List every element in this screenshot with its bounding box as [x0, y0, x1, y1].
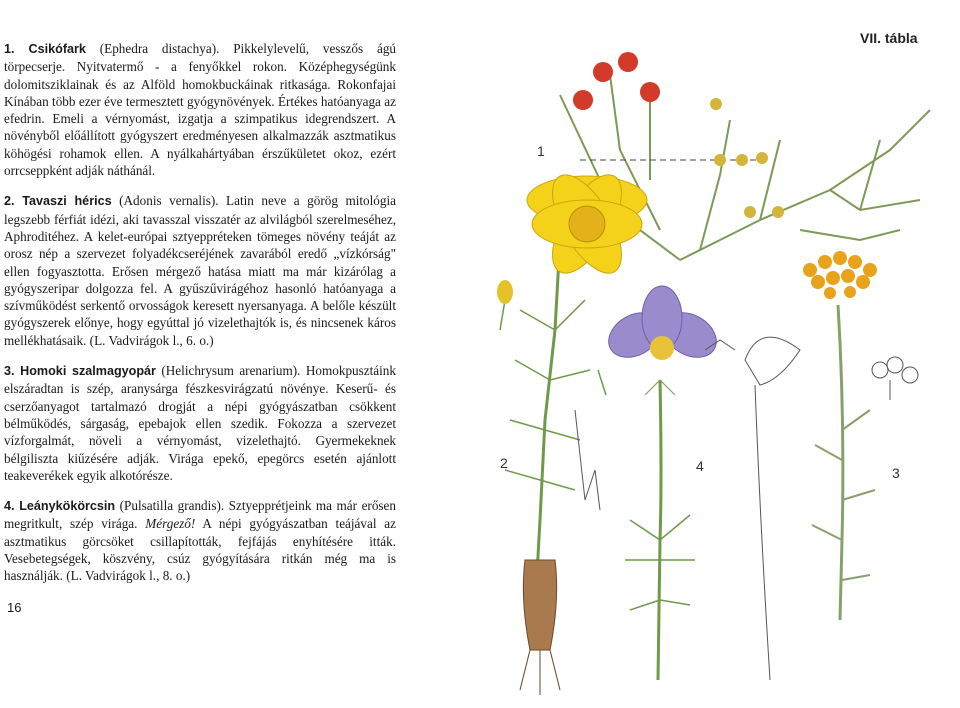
figure-label-1: 1 [537, 143, 545, 159]
entry-ephedra [4, 40, 396, 179]
ephedra-flowers [710, 98, 784, 218]
adonis-illustration [497, 164, 647, 695]
page-number: 16 [7, 600, 22, 615]
pulsatilla-illustration [601, 286, 724, 680]
entry-heading: 4. Leánykökörcsin [4, 499, 116, 514]
plate-title: VII. tábla [860, 30, 918, 46]
entry-adonis [4, 192, 396, 349]
entry-body: A népi gyógyászatban teájával az asztmatikus görcsöket csillapították, fejfájás enyhítésére itták. Vesebetegségek, köszvény, csúz gyógyítására ritkán még ma is használják. (L. Vadvirágok l., 8. o.) [4, 516, 397, 584]
helichrysum-illustration [803, 251, 918, 620]
figure-label-2: 2 [500, 455, 508, 471]
entry-helichrysum [4, 362, 396, 484]
entry-heading: 1. Csikófark [4, 42, 86, 56]
figure-label-3: 3 [892, 465, 900, 481]
entry-body: (Pulsatilla grandis). Sztyepprétjeink ma már erősen megritkult, szép virága. [4, 498, 396, 532]
entry-pulsatilla [4, 497, 396, 584]
ephedra-berries [573, 52, 660, 110]
entry-body: (Helichrysum arenarium). Homokpusztáink elszáradtan is szép, aranysárga fészkesvirágzatú növénye. Keserű- és cserzőanyagot tartalmazó drogját a népi gyógyászatban csökkent bélműködés, sárgaság, epebajok ellen szedik. Fokozza a szervezet vízforgalmát, növeli a vérnyomást, vizelethajtó. Gyermekeknek bélgiliszta kiűzésére adják. Virága epekő, epegörcs esetén ajánlott teakeverékek egyik alkotórésze. [4, 363, 396, 483]
line-drawing-details [575, 337, 800, 680]
entry-body: (Adonis vernalis). Latin neve a görög mitológia legszebb férfiát idézi, aki tavasszal visszatér az alvilágból szerelmeséhez, Aphroditéhez. A kelet-európai sztyeppréteken tömeges növény teáját az orosz nép a szervezet folyadékcseréjének zavarából eredő „vízkórság" ellen fogyasztotta. Erősen mérgező hatása miatt ma már kizárólag a gyógyszeripar dolgozza fel. A gyűszűvirágéhoz hasonló hatóanyaga a szívműködést serkentő orvosságok keresett nyersanyaga. A belőle készült gyógyszerek előnye, hogy egyúttal jó vizelethajtók is, és nincsenek káros mellékhatásaik. (L. Vadvirágok l., 6. o.) [4, 193, 396, 348]
entry-heading: 2. Tavaszi hérics [4, 194, 112, 209]
text-column [4, 40, 396, 598]
figure-label-4: 4 [696, 458, 704, 474]
botanical-plate-illustration [470, 0, 960, 708]
entry-body: (Ephedra distachya). Pikkelylevelű, vesszős ágú törpecserje. Nyitvatermő - a fenyőkkel rokon. Középhegységünk dolomitsziklainak és az Alföld homokbuckáinak ritkasága. Rokonfajai Kínában több ezer éve termesztett gyógynövények. Értékes hatóanyaga az efedrin. Emeli a vérnyomást, izgatja a szimpatikus idegrendszert. A növényből előállított gyógyszert eredményesen alkalmazzák asztmatikus köhögési rohamok ellen. A nyálkahártyában érszűkületet okoz, ezért orrcseppként adják náthánál. [4, 41, 397, 179]
warning-text: Mérgező! [145, 516, 196, 532]
entry-heading: 3. Homoki szalmagyopár [4, 364, 156, 379]
